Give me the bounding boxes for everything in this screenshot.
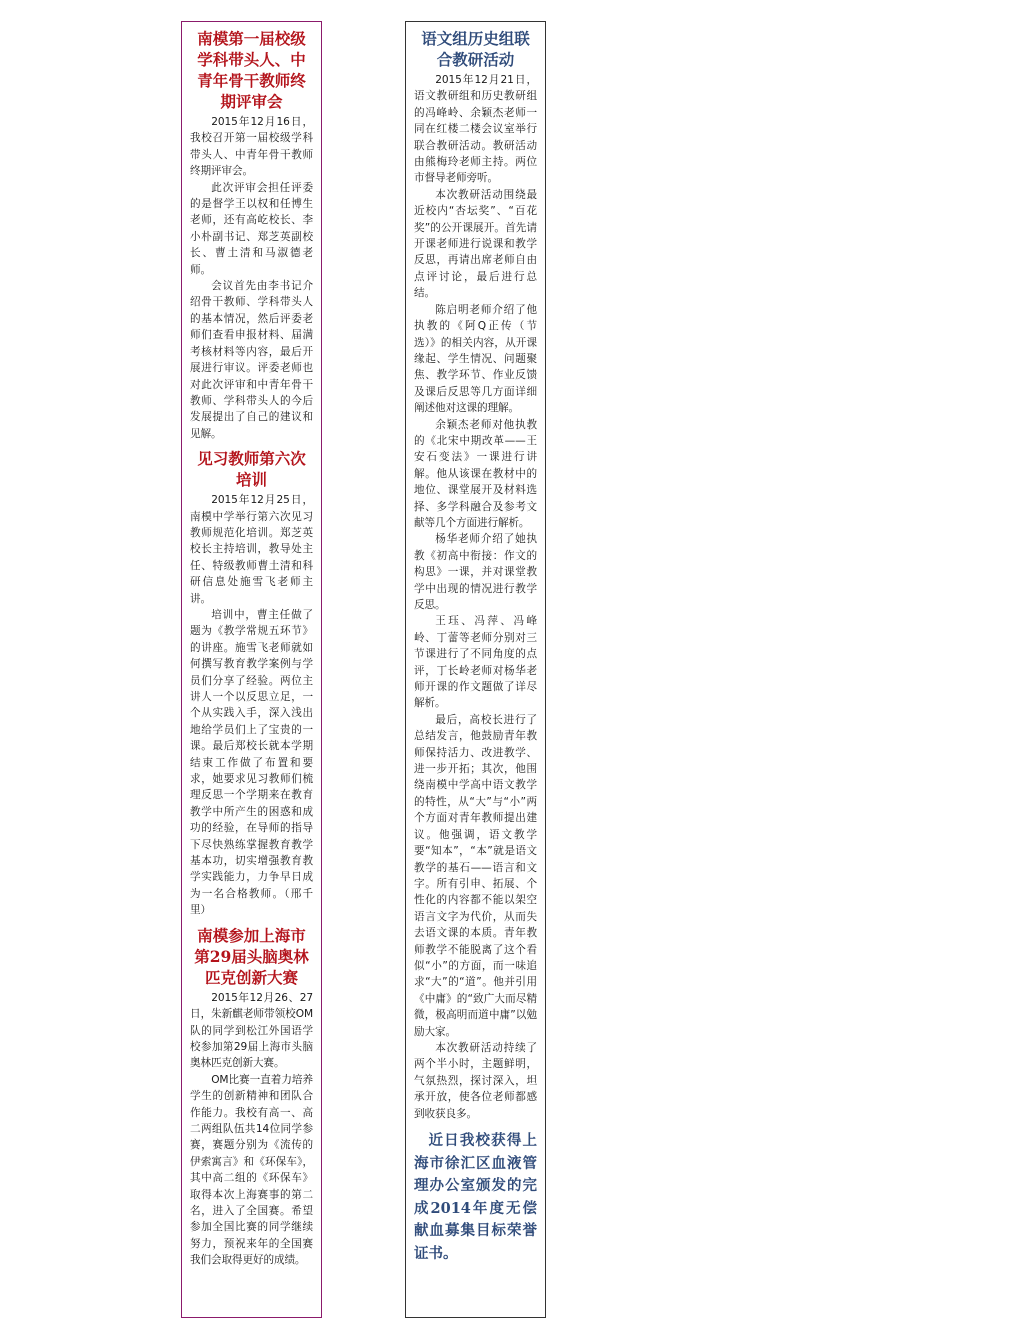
article-paragraph: 本次教研活动持续了两个半小时，主题鲜明，气氛热烈，探讨深入，坦承开放，使各位老师都感到收获良多。 — [414, 1041, 537, 1120]
article-title: 南模参加上海市第29届头脑奥林匹克创新大赛 — [194, 925, 309, 987]
article-paragraph: 杨华老师介绍了她执教《初高中衔接：作文的构思》一课，并对课堂教学中出现的情况进行教学反思。 — [414, 533, 537, 611]
article-paragraph: 此次评审会担任评委的是督学王以权和任博生老师，还有高屹校长、李小朴副书记、郑芝英副校长、曹土清和马淑德老师。 — [190, 181, 313, 276]
article-joint-teaching-research — [414, 28, 537, 1122]
article-paragraph: 最后，高校长进行了总结发言，他鼓励青年教师保持活力、改进教学、进一步开拓；其次，他围绕南模中学高中语文教学的特性，从“大”与“小”两个方面对青年教师提出建议。他强调，语文教学要“知本”，“本”就是语文教学的基石——语言和文字。所有引申、拓展、个性化的内容都不能以架空语言文字为代价，从而失去语文课的本质。青年教师教学不能脱离了这个看似“小”的方面，而一味追求“大”的“道”。他并引用《中庸》的“致广大而尽精微，极高明而道中庸”以勉励大家。 — [414, 713, 537, 1038]
article-paragraph: 陈启明老师介绍了他执教的《阿Q正传（节选）》的相关内容，从开课缘起、学生情况、问题聚焦、教学环节、作业反馈及课后反思等几方面详细阐述他对这课的理解。 — [414, 303, 537, 415]
article-senior-teacher-review — [190, 28, 313, 442]
article-paragraph: OM比赛一直着力培养学生的创新精神和团队合作能力。我校有高一、高二两组队伍共14位同学参赛，赛题分别为《流传的伊索寓言》和《环保车》，其中高二组的《环保车》取得本次上海赛事的第二名，进入了全国赛。希望参加全国比赛的同学继续努力，预祝来年的全国赛我们会取得更好的成绩。 — [190, 1073, 313, 1267]
article-title: 见习教师第六次培训 — [197, 449, 306, 490]
article-om-competition — [190, 925, 313, 1269]
article-paragraph: 2015年12月21日，语文教研组和历史教研组的冯峰岭、余颖杰老师一同在红楼二楼会议室举行联合教研活动。教研活动由熊梅玲老师主持。两位市督导老师旁听。 — [414, 74, 537, 185]
article-paragraph: 余颖杰老师对他执教的《北宋中期改革——王安石变法》一课进行讲解。他从该课在教材中的地位、课堂展开及材料选择、多学科融合及参考文献等几个方面进行解析。 — [414, 418, 537, 529]
article-paragraph: 王珏、冯萍、冯峰岭、丁蕾等老师分别对三节课进行了不同角度的点评，丁长岭老师对杨华老师开课的作文题做了详尽解析。 — [414, 615, 537, 710]
article-paragraph: 培训中，曹主任做了题为《教学常规五环节》的讲座。施雪飞老师就如何撰写教育教学案例与学员们分享了经验。两位主讲人一个以反思立足，一个从实践入手，深入浅出地给学员们上了宝贵的一课。最后郑校长就本学期结束工作做了布置和要求，她要求见习教师们梳理反思一个学期来在教育教学中所产生的困惑和成功的经验，在导师的指导下尽快熟练掌握教育教学基本功，切实增强教育教学实践能力，力争早日成为一名合格教师。（邢千里） — [190, 608, 313, 917]
article-paragraph: 会议首先由李书记介绍骨干教师、学科带头人的基本情况，然后评委老师们查看申报材料、届满考核材料等内容，最后开展进行审议。评委老师也对此次评审和中青年骨干教师、学科带头人的今后发展提出了自己的建议和见解。 — [190, 280, 313, 440]
article-paragraph: 本次教研活动围绕最近校内“杏坛奖”、“百花奖”的公开课展开。首先请开课老师进行说课和教学反思，再请出席老师自由点评讨论，最后进行总结。 — [414, 188, 537, 300]
article-title: 语文组历史组联合教研活动 — [421, 29, 530, 69]
right-news-column — [405, 21, 546, 1318]
article-paragraph: 2015年12月25日，南模中学举行第六次见习教师规范化培训。郑芝英校长主持培训，教导处主任、特级教师曹土清和科研信息处施雪飞老师主讲。 — [190, 494, 313, 605]
left-news-column — [181, 21, 322, 1318]
article-paragraph: 2015年12月26、27日，朱新麒老师带领校OM队的同学到松江外国语学校参加第29届上海市头脑奥林匹克创新大赛。 — [190, 991, 313, 1070]
article-title: 南模第一届校级学科带头人、中青年骨干教师终期评审会 — [197, 29, 306, 111]
blood-donation-honor-note: 近日我校获得上海市徐汇区血液管理办公室颁发的完成2014年度无偿献血募集目标荣誉证书。 — [414, 1132, 537, 1262]
article-paragraph: 2015年12月16日，我校召开第一届校级学科带头人、中青年骨干教师终期评审会。 — [190, 116, 313, 178]
article-trainee-teacher-training — [190, 448, 313, 919]
